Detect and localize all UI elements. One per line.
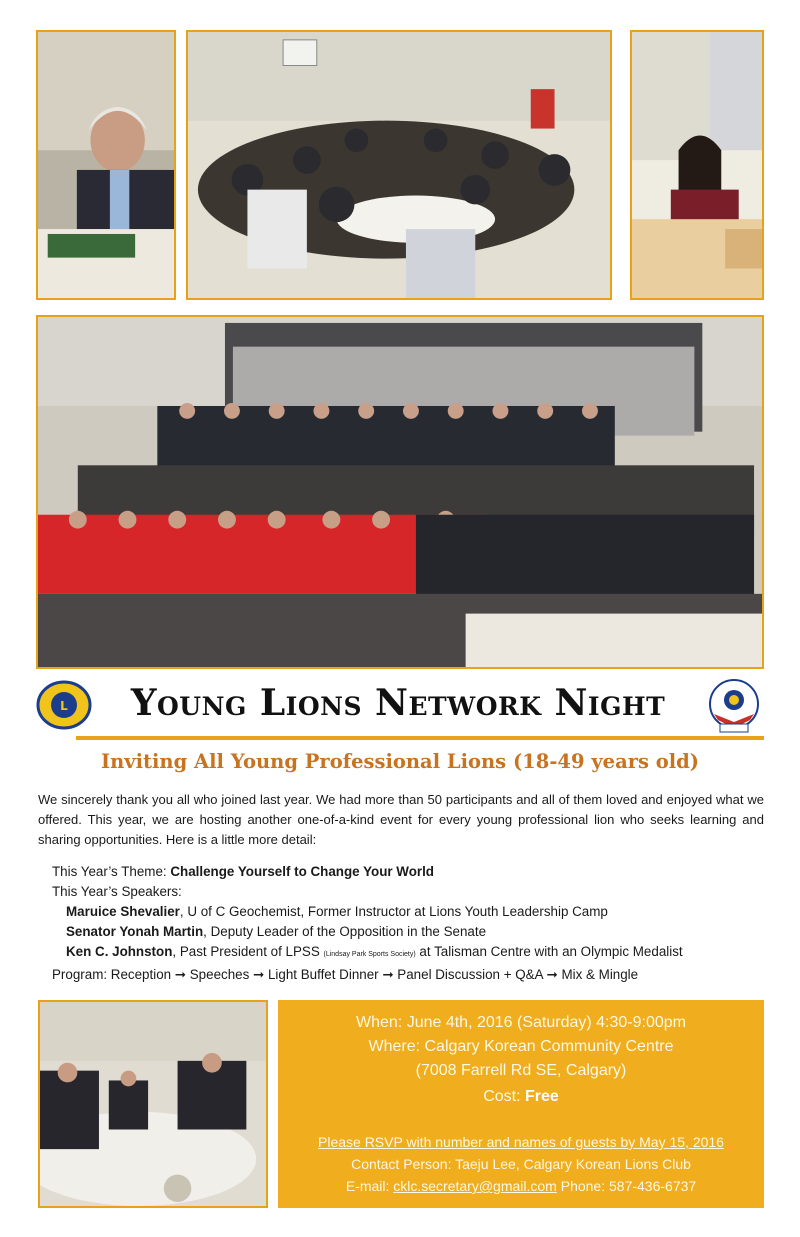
round-table-meeting-photo xyxy=(186,30,612,300)
lions-international-logo-icon xyxy=(36,680,92,730)
elderly-man-photo xyxy=(36,30,176,300)
speaker-1: Maruice Shevalier, U of C Geochemist, Former Instructor at Lions Youth Leadership Camp xyxy=(66,904,608,919)
event-when: When: June 4th, 2016 (Saturday) 4:30-9:00pm xyxy=(356,1014,686,1031)
contact-person: Contact Person: Taeju Lee, Calgary Korean Lions Club xyxy=(351,1156,691,1172)
subtitle: Inviting All Young Professional Lions (18-49 years old) xyxy=(100,750,700,773)
woman-at-podium-photo xyxy=(630,30,764,300)
cost-value: Free xyxy=(525,1088,559,1105)
program-line: Program: Reception ➞ Speeches ➞ Light Buffet Dinner ➞ Panel Discussion + Q&A ➞ Mix & Mingle xyxy=(52,967,639,982)
page-title: Young Lions Network Night xyxy=(130,682,666,724)
email-link[interactable]: cklc.secretary@gmail.com xyxy=(393,1178,557,1194)
event-cost: Cost: Free xyxy=(483,1088,559,1105)
group-photo xyxy=(36,315,764,669)
title-row xyxy=(36,678,764,734)
event-details xyxy=(52,862,772,985)
theme-line: This Year’s Theme: Challenge Yourself to Change Your World xyxy=(52,864,434,879)
calgary-korean-lions-club-logo-icon xyxy=(704,678,764,734)
speaker-3: Ken C. Johnston, Past President of LPSS (Lindsay Park Sports Society) at Talisman Centre with an Olympic Medalist xyxy=(66,944,683,959)
rsvp-note: Please RSVP with number and names of guests by May 15, 2016 xyxy=(318,1134,724,1150)
event-where: Where: Calgary Korean Community Centre xyxy=(368,1038,674,1055)
svg-text:L: L xyxy=(60,699,68,713)
speakers-label: This Year’s Speakers: xyxy=(52,884,182,899)
contact-line: E-mail: cklc.secretary@gmail.com Phone: 587-436-6737 xyxy=(345,1178,697,1194)
event-info-box xyxy=(278,1000,764,1208)
speaker-2: Senator Yonah Martin, Deputy Leader of the Opposition in the Senate xyxy=(66,924,487,939)
intro-paragraph: We sincerely thank you all who joined last year. We had more than 50 participants and all of them loved and enjoyed what we offered. This year, we are hosting another one-of-a-kind event for every young professional lion who seeks learning and sharing opportunities. Here is a little more detail: xyxy=(38,792,764,847)
event-address: (7008 Farrell Rd SE, Calgary) xyxy=(415,1062,627,1079)
theme-text: Challenge Yourself to Change Your World xyxy=(170,864,434,879)
title-underline xyxy=(76,736,764,740)
table-discussion-photo xyxy=(38,1000,268,1208)
